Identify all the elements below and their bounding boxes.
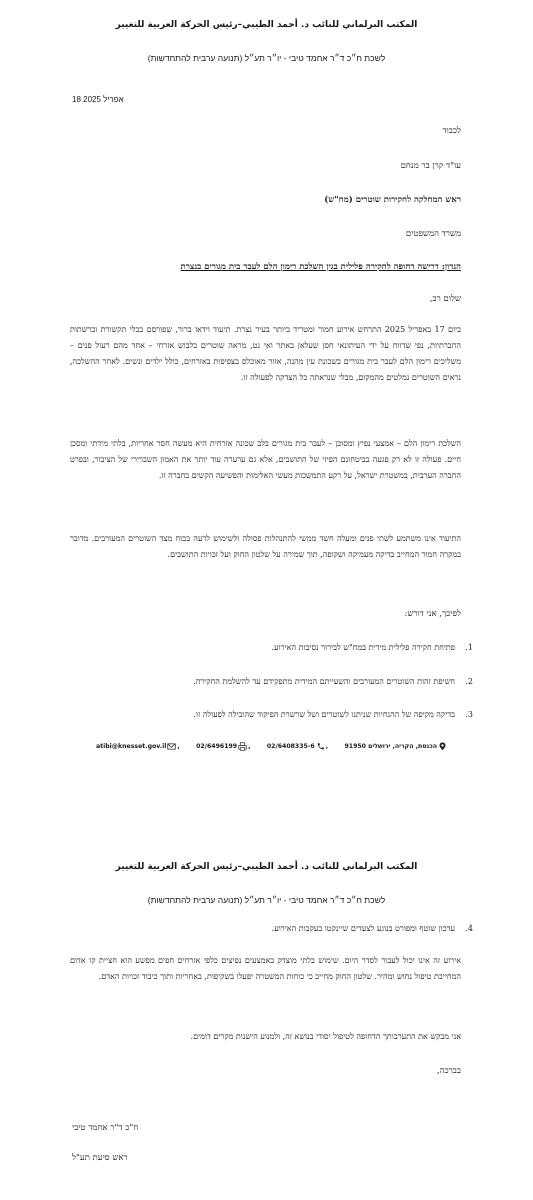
office-address: הכנסת, הקריה, ירושלים 91950 [344,743,437,750]
demand-item-1 [70,643,473,652]
demands-intro: לפיכך, אני דורש: [404,609,461,619]
envelope-icon [167,742,176,751]
sign-off: בברכה, [436,1066,461,1076]
demand-item-4 [70,924,473,933]
demand-number: 4. [465,924,473,933]
arabic-office-title: المكتب البرلماني للنائب د. أحمد الطيبي–رئيس الحركة العربية للتغيير [115,862,418,872]
hebrew-office-subtitle: לשכת ח״כ ד״ר אחמד טיבי - יו״ר תע״ל (תנועה ערבית להתחדשות) [147,895,386,905]
demand-text: עדכון שוטף ומפורט בנוגע לצעדים שיינקטו בעקבות האירוע. [271,924,455,933]
demand-text: חשיפת זהות השוטרים המעורבים והשעייתם המידית מתפקידם עד להשלמת החקירה. [193,677,455,686]
greeting: שלום רב, [429,294,461,304]
recipient-org: משרד המשפטים [405,229,461,239]
email-contact: atibi@knesset.gov.il , [96,743,180,750]
demand-number: 2. [465,677,473,686]
body-paragraph-3: התיעוד אינו משתמע לשתי פנים ומעלה חשד ממשי להתנהלות פסולה ולשימוש לרעה בכוח מצד השוטרים המעורבים. מדובר במקרה חמור המחייב בדיקה מעמיקה ושקופה, תוך שמירה על שלטון החוק ועל זכויות התושבים. [70,534,461,559]
body-paragraph-2: השלכת רימון הלם – אמצעי נפיץ ומסוכן – לעבר בית מגורים בלב שכונה אזרחית היא מעשה חסר אחריות, בלתי מידתי ומסכן חיים. פעולה זו לא רק פגעה בביטחונם הפיזי של התושבים, אלא גם ערערה עוד יותר את האמון השברירי של הציבור, ובפרט החברה הערבית, במשטרת ישראל, על רקע התמשכות מעשי האלימות והפשיעה הקשים בחברה זו. [70,439,461,480]
recipient-title: ראש המחלקה לחקירות שוטרים (מח"ש) [324,195,461,205]
closing-paragraph-1: אירוע זה אינו יכול לעבור לסדר היום. שימוש בלתי מוצדק באמצעים נפיצים כלפי אזרחים חפים מפשע הוא חציית קו אדום המחייבת טיפול נחוש ומהיר. שלטון החוק מחייב כי כוחות המשטרה יפעלו בשקיפות, באחריות ותוך כיבוד זכויות האדם. [70,956,461,981]
arabic-office-title: المكتب البرلماني للنائب د. أحمد الطيبي–رئيس الحركة العربية للتغيير [115,20,418,30]
email-address[interactable]: atibi@knesset.gov.il [96,743,167,750]
location-pin-icon [438,742,447,751]
signature-title: ראש סיעת תע"ל [72,1153,128,1163]
fax-icon [238,742,247,751]
letter-date: 18 אפריל 2025 [72,95,124,104]
body-paragraph-1: ביום 17 באפריל 2025 התרחש אירוע חמור ומטריד ביותר בעיר נצרת. תיעוד וידאו ברור, שפורסם בכלי תקשורת וברשתות החברתיות, נפי שדווח על ידי העיתונאי חסן שעלאן באתר ואי נט, מראה שוטרים בלבוש אזרחי – אחד מהם רעול פנים – משליכים רימון הלם לעבר בית מגורים בשכונת עין מהנה, אזור מאוכלס בצפיפות באזרחים, כולל ילדים ונשים. לאחר ההשלכה, נראים השוטרים נמלטים מהמקום, מבלי שנראתה כל הצדקה לפעולה זו. [70,325,462,382]
address-contact [344,742,447,751]
closing-paragraph-2: אני מבקש את התערבותך הדחופה לטיפול יסודי בנושא זה, ולמנוע הישנות מקרים דומים. [190,1032,461,1041]
demand-number: 1. [465,643,473,652]
demand-text: פתיחת חקירה פלילית מידית במח"ש לבירור נסיבות האירוע. [271,643,455,652]
recipient-name: עו"ד קרן בר מנחם [400,161,461,171]
hebrew-office-subtitle: לשכת ח״כ ד״ר אחמד טיבי - יו״ר תע״ל (תנועה ערבית להתחדשות) [147,53,386,63]
phone-number: 02/6408335-6 [266,743,315,750]
demand-text: בדיקה מקיפה של ההנחיות שניתנו לשוטרים ושל שרשרת הפיקוד שהובילה לפעולה זו. [193,710,455,719]
contact-footer [96,742,447,751]
to-label: לכבוד [442,126,461,136]
fax-contact: 02/6496199 , [196,743,251,750]
demand-number: 3. [465,710,473,719]
letter-page-2 [0,850,533,1200]
phone-icon [316,742,325,751]
phone-contact: 02/6408335-6 , [266,743,329,750]
letter-subject: הנדון: דרישה דחופה לחקירה פלילית בגין השלכת רימון הלם לעבר בית מגורים בנצרת [180,262,461,272]
demand-item-2 [70,677,473,686]
signature-name: ח"כ ד"ר אחמד טיבי [72,1123,139,1133]
demand-item-3 [70,710,473,719]
fax-number: 02/6496199 [196,743,238,750]
